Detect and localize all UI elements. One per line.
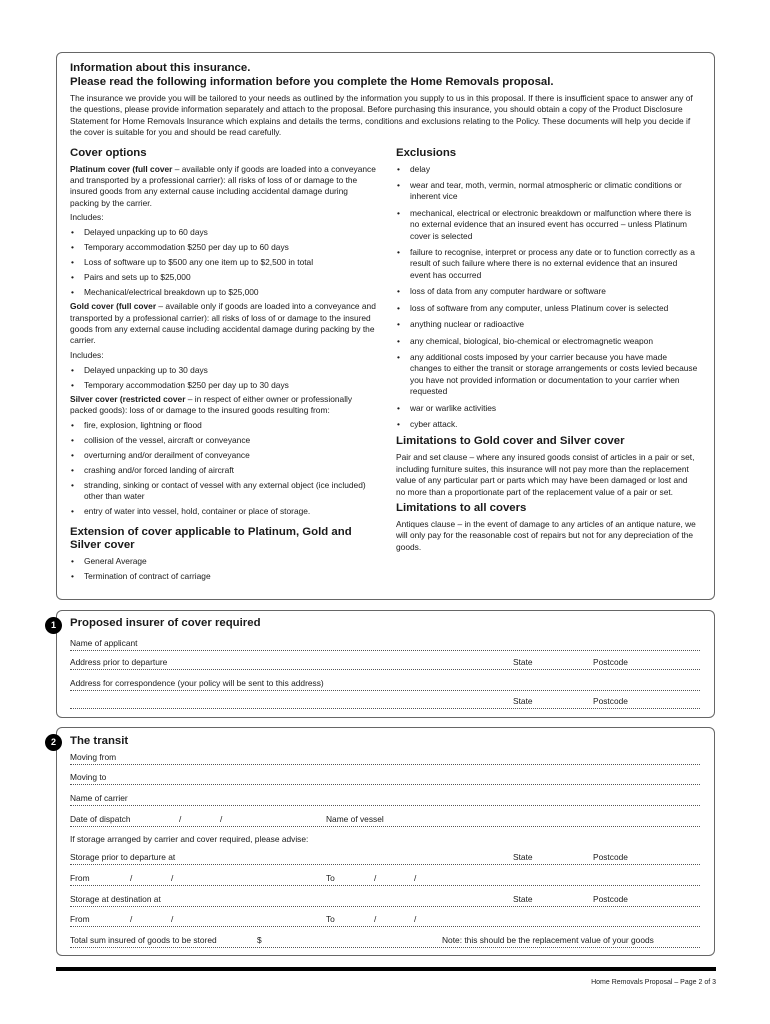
list-item: • delay: [396, 164, 698, 175]
list-item: • overturning and/or derailment of conveyance: [70, 450, 376, 461]
info-title-line-1: Information about this insurance.: [70, 62, 251, 74]
state-label: State: [513, 894, 533, 904]
info-intro-paragraph: The insurance we provide you will be tailored to your needs as outlined by the information you supply to us in this proposal. If there is insufficient space to answer any of the questions, please provide information separately and attach to the proposal. Before purchasing this insurance, you should obtain a copy of the Product Disclosure Statement for Home Removals Insurance which explains and details the terms, conditions and exclusions relating to the Policy. These documents will help you decide if the cover is suitable for you and should be read carefully.: [70, 93, 693, 138]
state-label: State: [513, 852, 533, 862]
footer-rule: [56, 967, 716, 971]
gold-includes-label: Includes:: [70, 349, 104, 360]
moving-from-field[interactable]: [70, 751, 700, 765]
silver-cover-description: Silver cover (restricted cover – in respect of either owner or professionally packed goods): loss of or damage to the insured goods resulting from:: [70, 394, 353, 416]
dispatch-date-label: Date of dispatch: [70, 814, 131, 824]
date-separator: /: [130, 873, 133, 883]
date-separator: /: [220, 814, 223, 824]
postcode-label: Postcode: [593, 852, 628, 862]
gold-cover-description: Gold cover (full cover – available only if goods are loaded into a conveyance and transported by a professional carrier): all risks of loss of or damage to the insured goods from any external cause including accidental damage during packing by the carrier.: [70, 301, 376, 346]
list-item: • wear and tear, moth, vermin, normal atmospheric or climatic conditions or inherent vice: [396, 180, 698, 203]
insurance-information-panel: [56, 52, 715, 600]
exclusions-list: [396, 164, 698, 431]
limitations-gold-silver-heading: Limitations to Gold cover and Silver cover: [396, 435, 625, 448]
list-item: • Temporary accommodation $250 per day up to 30 days: [70, 380, 376, 391]
field-label: Moving to: [70, 772, 107, 782]
correspondence-address-field[interactable]: [70, 677, 700, 691]
state-label: State: [513, 657, 533, 667]
storage-instruction: If storage arranged by carrier and cover required, please advise:: [70, 834, 309, 844]
list-item: • General Average: [70, 556, 376, 567]
date-separator: /: [179, 814, 182, 824]
field-label: Name of carrier: [70, 793, 128, 803]
date-separator: /: [171, 914, 174, 924]
list-item: • cyber attack.: [396, 419, 698, 430]
list-item: • entry of water into vessel, hold, container or place of storage.: [70, 506, 376, 517]
field-label: Storage prior to departure at: [70, 852, 176, 862]
pair-and-set-clause: Pair and set clause – where any insured goods consist of articles in a pair or set, including furniture suites, this insurance will not pay more than the replacement value of any particular part or parts which may have been damaged or lost and no more than a proportionate part of the replacement value of a pair or set.: [396, 452, 695, 497]
field-label: Address for correspondence (your policy will be sent to this address): [70, 678, 324, 688]
storage-destination-dates-row[interactable]: [70, 913, 700, 927]
cover-options-heading: Cover options: [70, 146, 147, 159]
storage-prior-dates-row[interactable]: [70, 872, 700, 886]
list-item: • Mechanical/electrical breakdown up to $25,000: [70, 287, 376, 298]
cover-options-column: [70, 147, 376, 582]
field-label: Total sum insured of goods to be stored: [70, 935, 217, 945]
page-footer: Home Removals Proposal – Page 2 of 3: [591, 979, 716, 986]
carrier-name-field[interactable]: [70, 792, 700, 806]
moving-to-field[interactable]: [70, 771, 700, 785]
total-sum-insured-field[interactable]: [70, 934, 700, 948]
field-label: Moving from: [70, 752, 117, 762]
list-item: • crashing and/or forced landing of aircraft: [70, 465, 376, 476]
list-item: • Pairs and sets up to $25,000: [70, 272, 376, 283]
storage-destination-field[interactable]: [70, 893, 700, 907]
dollar-sign: $: [257, 935, 262, 945]
list-item: • loss of data from any computer hardware or software: [396, 286, 698, 297]
to-label: To: [326, 914, 335, 924]
from-label: From: [70, 873, 90, 883]
dispatch-vessel-row[interactable]: [70, 813, 700, 827]
to-label: To: [326, 873, 335, 883]
section-2-number-badge: 2: [45, 734, 62, 751]
date-separator: /: [414, 873, 417, 883]
gold-includes-list: [70, 365, 376, 391]
antiques-clause: Antiques clause – in the event of damage to any articles of an antique nature, we will only pay for the reasonable cost of repairs but not for any depreciation of the goods.: [396, 518, 696, 552]
list-item: • stranding, sinking or contact of vessel with any external object (ice included) other than water: [70, 480, 376, 503]
section-1-title: Proposed insurer of cover required: [70, 617, 261, 629]
postcode-label: Postcode: [593, 657, 628, 667]
departure-address-field[interactable]: [70, 656, 700, 670]
postcode-label: Postcode: [593, 894, 628, 904]
applicant-name-field[interactable]: [70, 637, 700, 651]
date-separator: /: [171, 873, 174, 883]
field-label: Storage at destination at: [70, 894, 161, 904]
silver-cover-list: [70, 420, 376, 517]
date-separator: /: [130, 914, 133, 924]
list-item: • Delayed unpacking up to 30 days: [70, 365, 376, 376]
from-label: From: [70, 914, 90, 924]
exclusions-heading: Exclusions: [396, 146, 457, 159]
list-item: • Delayed unpacking up to 60 days: [70, 227, 376, 238]
list-item: • Termination of contract of carriage: [70, 571, 376, 582]
list-item: • anything nuclear or radioactive: [396, 319, 698, 330]
list-item: • failure to recognise, interpret or process any date or to function correctly as a result of such failure where there is no external evidence that an insured event has occurred: [396, 247, 698, 281]
list-item: • Temporary accommodation $250 per day up to 60 days: [70, 242, 376, 253]
storage-prior-field[interactable]: [70, 851, 700, 865]
exclusions-column: [396, 147, 698, 582]
info-title-line-2: Please read the following information before you complete the Home Removals proposal.: [70, 76, 554, 88]
date-separator: /: [374, 873, 377, 883]
list-item: • war or warlike activities: [396, 403, 698, 414]
replacement-value-note: Note: this should be the replacement value of your goods: [442, 935, 654, 945]
section-1-number-badge: 1: [45, 617, 62, 634]
list-item: • Loss of software up to $500 any one item up to $2,500 in total: [70, 257, 376, 268]
list-item: • mechanical, electrical or electronic breakdown or malfunction where there is no external evidence that an insured event has occurred – unless Platinum cover is selected: [396, 208, 698, 242]
date-separator: /: [374, 914, 377, 924]
platinum-includes-list: [70, 227, 376, 298]
limitations-all-heading: Limitations to all covers: [396, 501, 527, 514]
list-item: • loss of software from any computer, unless Platinum cover is selected: [396, 303, 698, 314]
section-2-title: The transit: [70, 735, 129, 747]
list-item: • fire, explosion, lightning or flood: [70, 420, 376, 431]
field-label: Name of applicant: [70, 638, 138, 648]
vessel-name-label: Name of vessel: [326, 814, 384, 824]
extension-list: [70, 556, 376, 582]
list-item: • any additional costs imposed by your carrier because you have made changes to either the transit or storage arrangements or costs levied because you have not provided information or documentation to your carrier when requested: [396, 352, 698, 398]
extension-heading: Extension of cover applicable to Platinum, Gold and Silver cover: [70, 525, 352, 551]
date-separator: /: [414, 914, 417, 924]
platinum-cover-description: Platinum cover (full cover – available only if goods are loaded into a conveyance and transported by a professional carrier): all risks of loss of or damage to the insured goods from any external cause including accidental damage during packing by the carrier.: [70, 163, 376, 208]
list-item: • any chemical, biological, bio-chemical or electromagnetic weapon: [396, 336, 698, 347]
postcode-label: Postcode: [593, 696, 628, 706]
platinum-includes-label: Includes:: [70, 212, 104, 223]
correspondence-address-line-2[interactable]: [70, 695, 700, 709]
field-label: Address prior to departure: [70, 657, 168, 667]
list-item: • collision of the vessel, aircraft or conveyance: [70, 435, 376, 446]
state-label: State: [513, 696, 533, 706]
